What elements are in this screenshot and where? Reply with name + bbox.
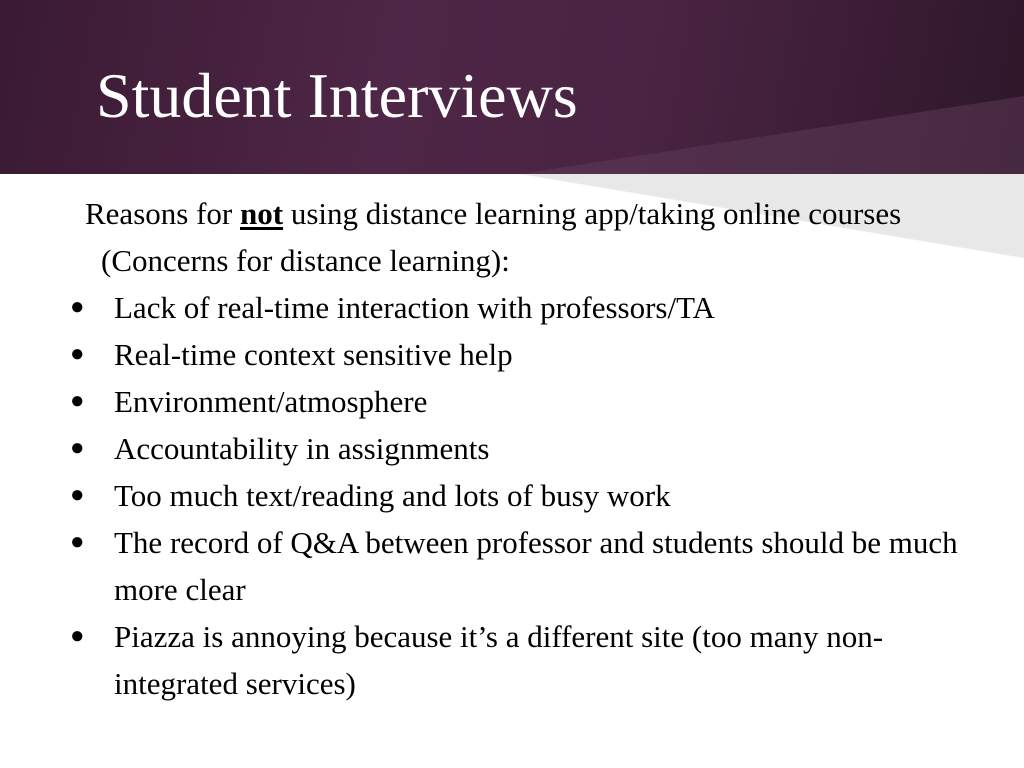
intro-prefix: Reasons for	[85, 196, 240, 231]
list-item	[60, 613, 980, 707]
intro-suffix: using distance learning app/taking online courses (Concerns for distance learning):	[101, 196, 902, 278]
list-item-text: Environment/atmosphere	[114, 384, 428, 419]
intro-text	[85, 190, 980, 284]
slide-body	[60, 190, 980, 707]
bullet-icon: ●	[70, 435, 85, 461]
list-item-text: Accountability in assignments	[114, 431, 490, 466]
bullet-icon: ●	[70, 529, 85, 555]
bullet-icon: ●	[70, 623, 85, 649]
bullet-icon: ●	[70, 388, 85, 414]
bullet-icon: ●	[70, 482, 85, 508]
concerns-list	[60, 284, 980, 707]
list-item	[60, 378, 980, 425]
bullet-icon: ●	[70, 294, 85, 320]
slide-title: Student Interviews	[96, 60, 578, 131]
list-item	[60, 284, 980, 331]
list-item-text: Too much text/reading and lots of busy work	[114, 478, 671, 513]
list-item	[60, 425, 980, 472]
bullet-icon: ●	[70, 341, 85, 367]
intro-emphasis: not	[239, 196, 284, 231]
list-item	[60, 519, 980, 613]
list-item	[60, 331, 980, 378]
list-item	[60, 472, 980, 519]
list-item-text: The record of Q&A between professor and students should be much more clear	[114, 525, 958, 607]
list-item-text: Real-time context sensitive help	[114, 337, 513, 372]
list-item-text: Lack of real-time interaction with professors/TA	[114, 290, 715, 325]
list-item-text: Piazza is annoying because it’s a different site (too many non-integrated services)	[114, 619, 884, 701]
